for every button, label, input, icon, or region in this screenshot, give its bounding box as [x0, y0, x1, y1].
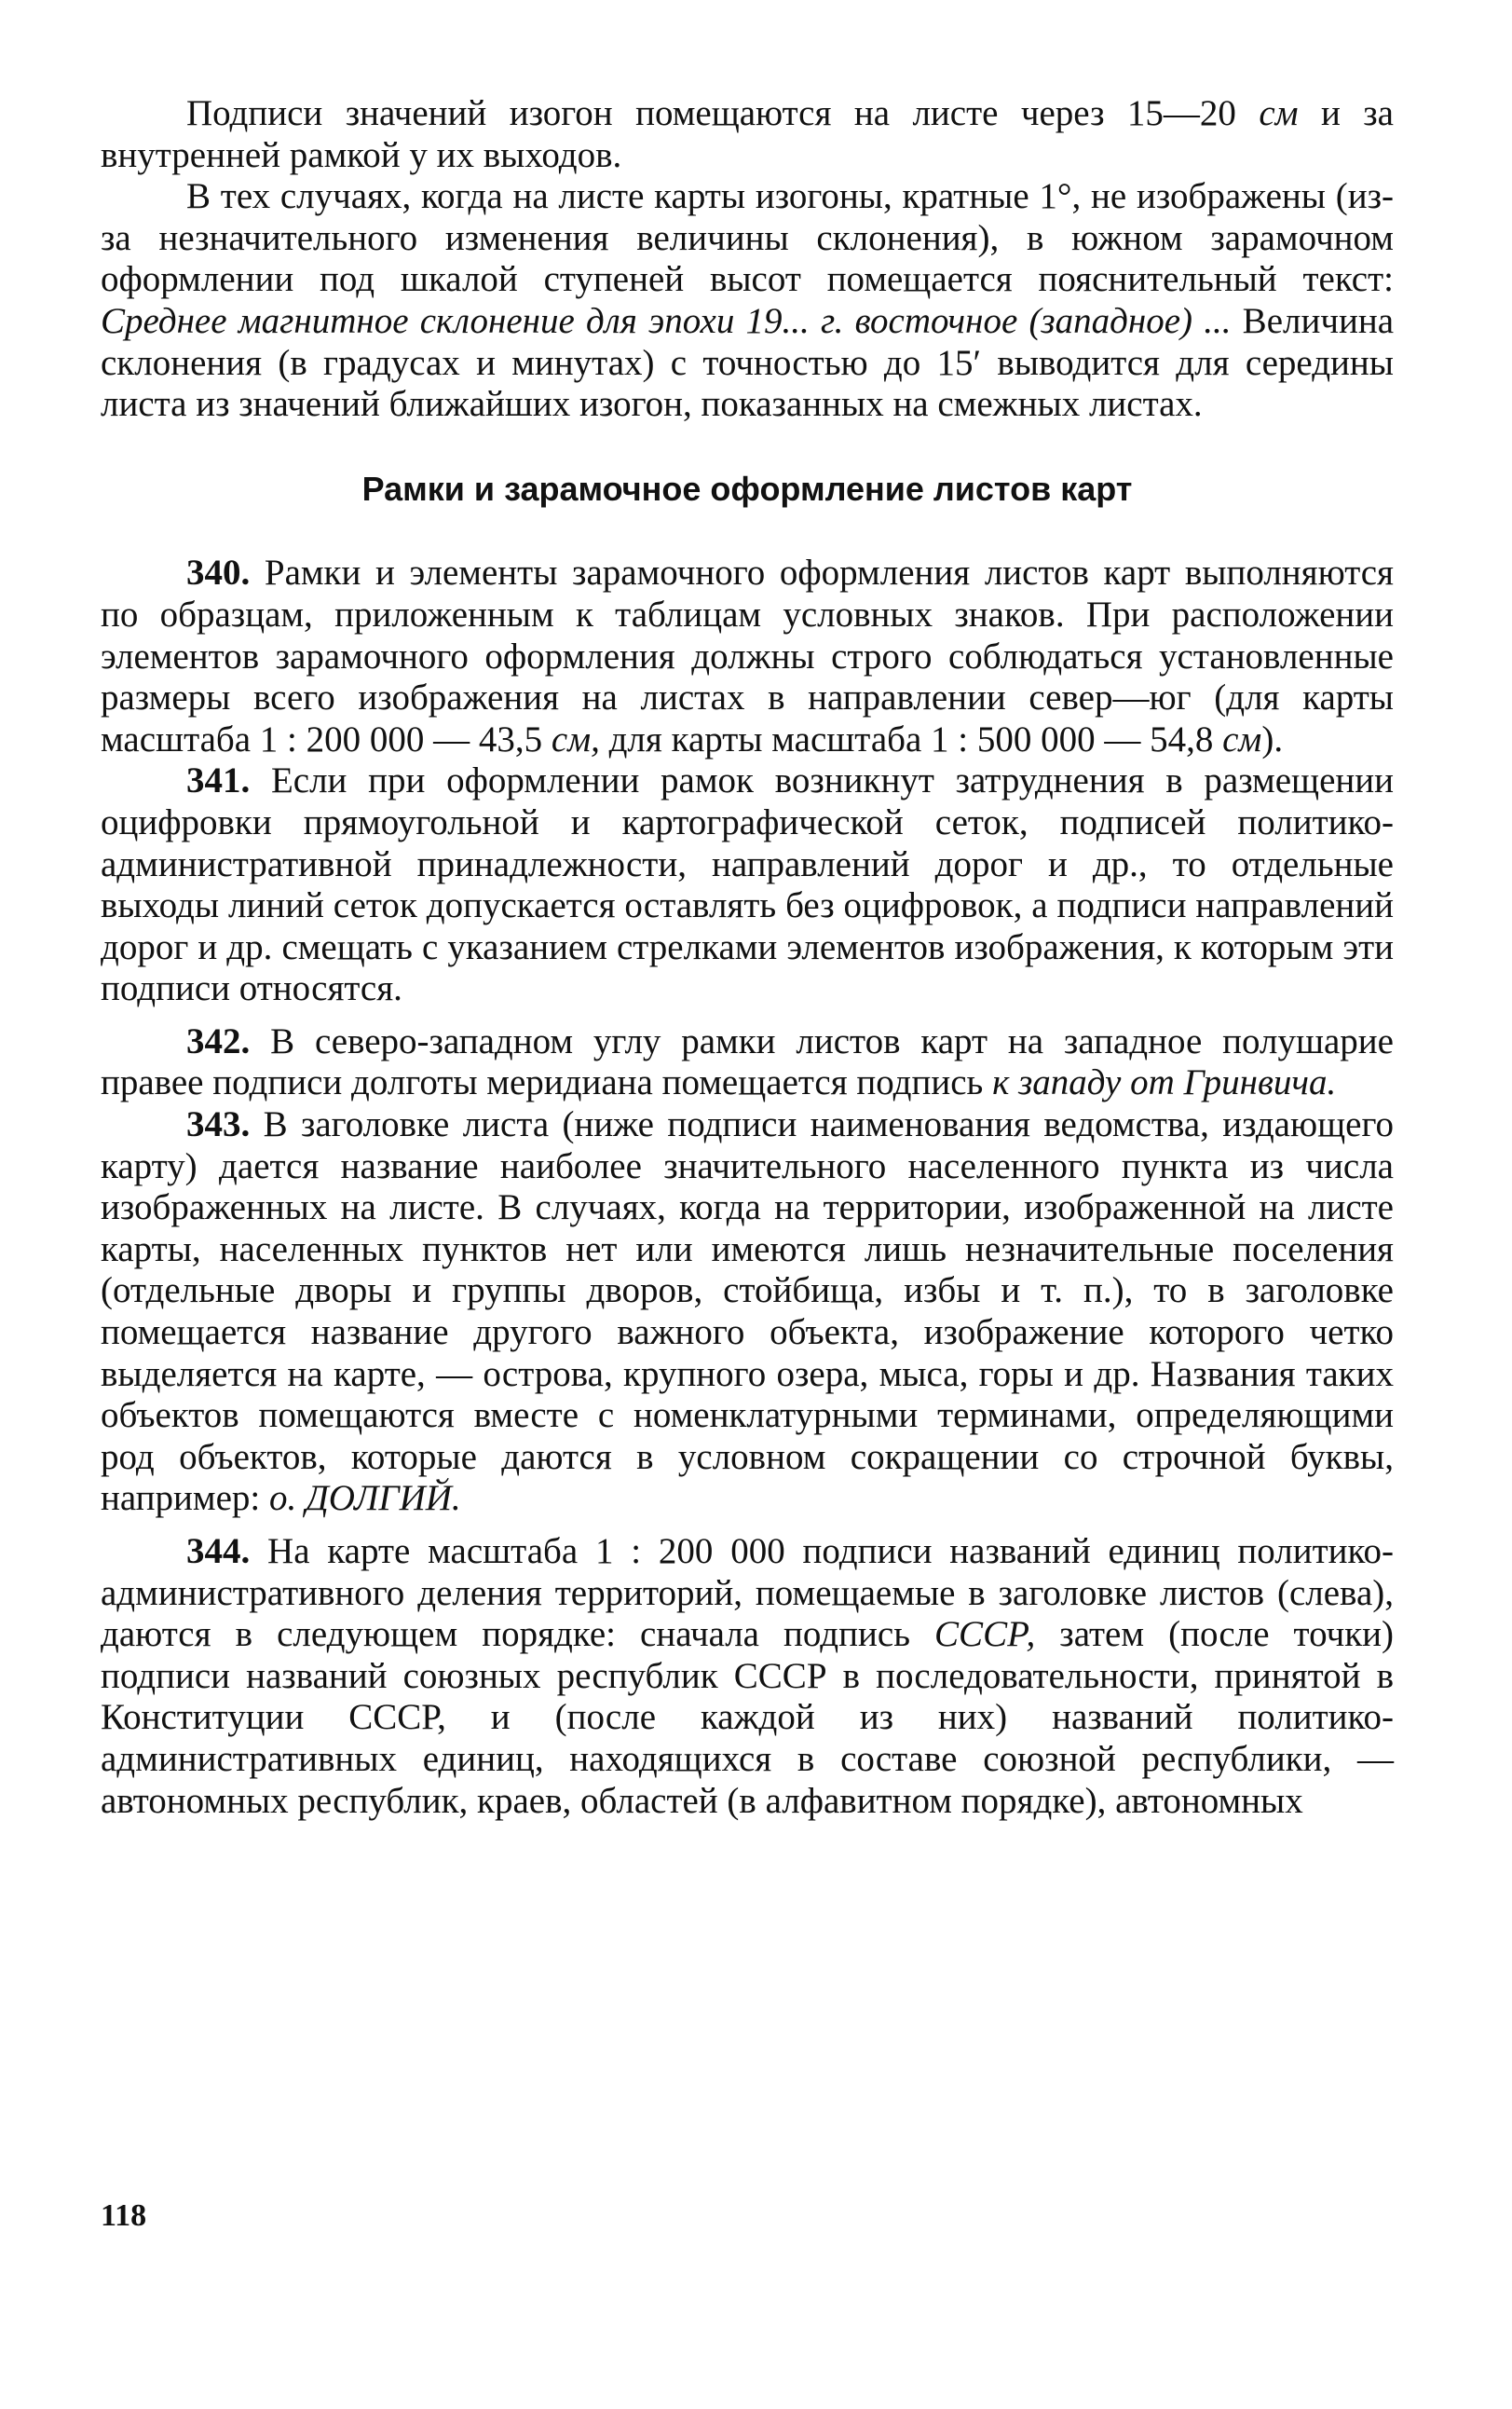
- paragraph-number: 343.: [186, 1104, 251, 1145]
- italic-sample-text: о. ДОЛГИЙ.: [268, 1478, 461, 1519]
- text-column: [101, 93, 1394, 1822]
- paragraph-344: [101, 1531, 1394, 1822]
- paragraph-number: 341.: [186, 760, 251, 801]
- text-run: В заголовке листа (ниже подписи наименования ведомства, издающего карту) дается название наиболее значительного населенного пункта из числа изображенных на листе. В случаях, когда на территории, изображенной на листе карты, населенных пунктов нет или имеются лишь незначительные поселения (отдельные дворы и группы дворов, стойбища, избы и т. п.), то в заголовке помещается название другого важного объекта, изображение которого четко выделяется на карте, — острова, крупного озера, мыса, горы и др. Названия таких объектов помещаются вместе с номенклатурными терминами, определяющими род объектов, которые даются в условном сокращении со строчной буквы, например:: [101, 1104, 1394, 1519]
- text-run: затем (после точки) подписи названий союзных республик СССР в последовательности, принятой в Конституции СССР, и (после каждой из них) названий политико-административных единиц, находящихся в составе союзной республики, — автономных республик, краев, областей (в алфавитном порядке), автономных: [101, 1614, 1394, 1821]
- text-run: В тех случаях, когда на листе карты изогоны, кратные 1°, не изображены (из-за незначительного изменения величины склонения), в южном зарамочном оформлении под шкалой ступеней высот помещается пояснительный текст:: [101, 176, 1394, 300]
- paragraph-341: [101, 760, 1394, 1010]
- unit-italic: см: [1259, 93, 1299, 133]
- paragraph-number: 340.: [186, 553, 251, 594]
- italic-sample-text: к западу от Гринвича.: [992, 1062, 1337, 1103]
- text-run: В северо-западном углу рамки листов карт на западное полушарие правее подписи долготы меридиана помещается подпись: [101, 1020, 1394, 1103]
- paragraph-342: [101, 1021, 1394, 1104]
- page-number: 118: [101, 2198, 147, 2233]
- text-run: ).: [1261, 719, 1284, 760]
- paragraph-340: [101, 553, 1394, 760]
- paragraph-number: 344.: [186, 1531, 251, 1571]
- text-run: Величина склонения (в градусах и минутах) с точностью до 15′ выводится для середины листа из значений ближайших изогон, показанных на смежных листах.: [101, 300, 1395, 425]
- unit-italic: см: [1222, 719, 1262, 760]
- text-run: На карте масштаба 1 : 200 000 подписи названий единиц политико-административного деления территорий, помещаемые в заголовке листов (слева), даются в следующем порядке: сначала подпись: [101, 1531, 1394, 1655]
- section-heading: Рамки и зарамочное оформление листов карт: [361, 469, 1133, 508]
- paragraph-343: [101, 1104, 1394, 1520]
- text-run: для карты масштаба 1 : 500 000 — 54,8: [599, 719, 1223, 760]
- text-run: Рамки и элементы зарамочного оформления листов карт выполняются по образцам, приложенным к таблицам условных знаков. При расположении элементов зарамочного оформления должны строго соблюдаться установленные размеры всего изображения на листах в направлении север—юг (для карты масштаба 1 : 200 000 — 43,5: [101, 553, 1394, 760]
- text-run: Подписи значений изогон помещаются на листе через 15—20: [186, 93, 1260, 133]
- text-run: Если при оформлении рамок возникнут затруднения в размещении оцифровки прямоугольной и картографической сеток, подписей политико-административной принадлежности, направлений дорог и др., то отдельные выходы линий сеток допускается оставлять без оцифровок, а подписи направлений дорог и др. смещать с указанием стрелками элементов изображения, к которым эти подписи относятся.: [101, 760, 1394, 1009]
- paragraph-declination-note: [101, 176, 1394, 426]
- italic-sample-text: Среднее магнитное склонение для эпохи 19... г. восточное (западное) ...: [101, 300, 1232, 341]
- paragraph-number: 342.: [186, 1020, 251, 1061]
- paragraph-isogon-labels: [101, 93, 1394, 176]
- italic-sample-text: СССР,: [934, 1614, 1036, 1655]
- text-run: и за внутренней рамкой у их выходов.: [101, 93, 1394, 175]
- unit-italic: см,: [551, 719, 600, 760]
